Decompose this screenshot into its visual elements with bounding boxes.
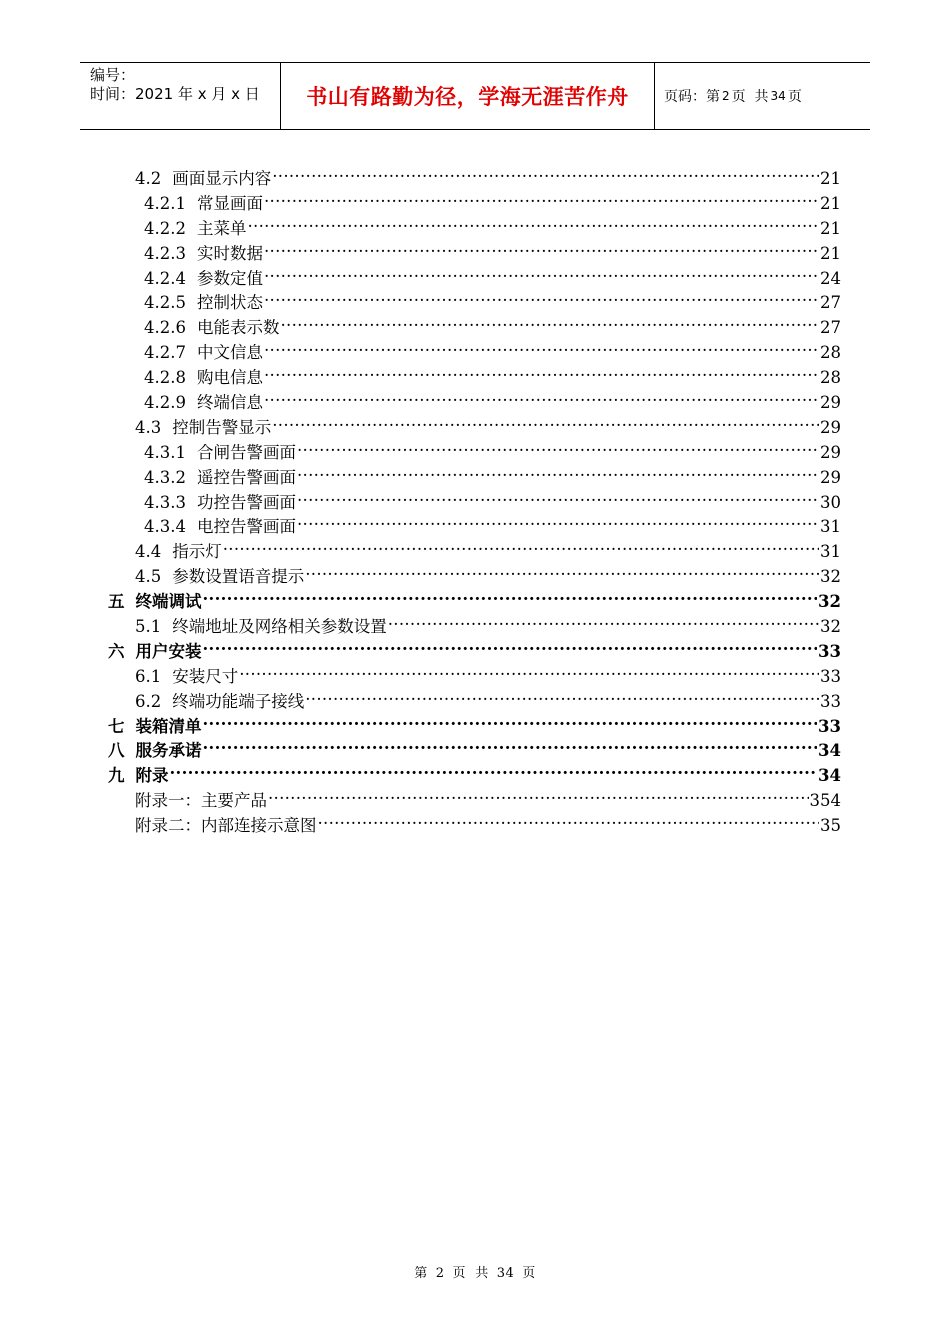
toc-entry-number: 八 — [108, 741, 125, 761]
toc-dot-leader — [203, 583, 818, 607]
toc-entry-title: 安装尺寸 — [172, 666, 239, 686]
toc-entry-page-number: 32 — [820, 617, 841, 637]
toc-dot-leader — [203, 732, 818, 756]
table-of-contents — [108, 160, 841, 836]
toc-entry-number: 4.3 — [135, 417, 162, 437]
toc-entry-page-number: 29 — [820, 417, 841, 437]
toc-entry-title: 中文信息 — [196, 343, 263, 363]
toc-entry-page-number: 29 — [820, 393, 841, 413]
toc-dot-leader — [305, 558, 819, 582]
toc-entry-number: 五 — [108, 592, 125, 612]
toc-entry-title: 电能表示数 — [196, 318, 280, 338]
toc-entry-page-number: 34 — [818, 741, 841, 761]
header-page-current: 2 — [722, 89, 730, 103]
toc-entry[interactable] — [108, 782, 841, 811]
toc-entry-title: 常显画面 — [196, 193, 263, 213]
toc-dot-leader — [264, 235, 819, 259]
toc-entry[interactable] — [108, 583, 841, 612]
page-header — [80, 62, 870, 130]
toc-dot-leader — [297, 459, 819, 483]
toc-dot-leader — [264, 334, 819, 358]
toc-entry-number: 九 — [108, 766, 125, 786]
toc-dot-leader — [264, 284, 819, 308]
toc-entry-number: 4.3.2 — [144, 467, 186, 487]
toc-dot-leader — [297, 484, 819, 508]
toc-entry-number: 6.2 — [135, 691, 162, 711]
toc-entry-page-number: 32 — [820, 567, 841, 587]
toc-entry-number: 4.2.6 — [144, 318, 186, 338]
toc-entry-page-number: 35 — [820, 816, 841, 836]
header-page-mid: 页 共 — [731, 89, 769, 105]
toc-entry-page-number: 28 — [820, 343, 841, 363]
document-code-label: 编号： — [90, 66, 136, 84]
toc-dot-leader — [264, 359, 819, 383]
toc-dot-leader — [272, 409, 819, 433]
toc-dot-leader — [388, 608, 819, 632]
toc-entry-number: 4.2.2 — [144, 218, 186, 238]
toc-entry-number: 4.5 — [135, 567, 162, 587]
toc-entry-number: 4.3.3 — [144, 492, 186, 512]
toc-dot-leader — [318, 807, 820, 831]
toc-entry[interactable] — [108, 757, 841, 786]
toc-entry-title: 服务承诺 — [135, 741, 202, 761]
toc-entry-title: 实时数据 — [196, 243, 263, 263]
toc-entry-number: 4.2.3 — [144, 243, 186, 263]
toc-entry-number: 4.2.8 — [144, 368, 186, 388]
toc-entry-title: 附录二：内部连接示意图 — [135, 816, 317, 836]
toc-entry-page-number: 33 — [818, 716, 841, 736]
toc-entry-number: 4.2.9 — [144, 393, 186, 413]
toc-dot-leader — [280, 309, 819, 333]
toc-dot-leader — [247, 210, 819, 234]
toc-entry-page-number: 33 — [818, 641, 841, 661]
toc-entry-page-number: 28 — [820, 368, 841, 388]
toc-entry-title: 装箱清单 — [135, 716, 202, 736]
toc-entry[interactable] — [108, 732, 841, 761]
toc-entry-title: 主菜单 — [196, 218, 247, 238]
toc-entry-number: 5.1 — [135, 617, 162, 637]
toc-entry-page-number: 29 — [820, 467, 841, 487]
header-meta-cell — [80, 63, 281, 129]
toc-entry-page-number: 24 — [820, 268, 841, 288]
toc-dot-leader — [264, 260, 819, 284]
toc-dot-leader — [223, 533, 819, 557]
toc-entry[interactable] — [108, 160, 841, 188]
toc-dot-leader — [170, 757, 818, 781]
footer-page-suffix: 页 — [522, 1266, 536, 1281]
toc-entry-number: 4.4 — [135, 542, 162, 562]
toc-entry-number: 4.2.4 — [144, 268, 186, 288]
toc-entry[interactable] — [108, 658, 841, 686]
toc-entry-number: 6.1 — [135, 666, 162, 686]
header-motto-cell — [281, 63, 655, 129]
toc-dot-leader — [203, 708, 818, 732]
toc-entry-page-number: 27 — [820, 293, 841, 313]
header-page-prefix: 页码：第 — [664, 89, 720, 105]
toc-entry-page-number: 29 — [820, 442, 841, 462]
toc-entry[interactable] — [108, 708, 841, 736]
toc-entry-page-number: 21 — [820, 218, 841, 238]
toc-entry-title: 指示灯 — [172, 542, 222, 562]
toc-entry-title: 终端调试 — [135, 592, 202, 612]
page-footer — [0, 1262, 950, 1281]
toc-entry-page-number: 31 — [820, 517, 841, 537]
toc-entry-page-number: 33 — [820, 666, 841, 686]
toc-entry-title: 终端信息 — [196, 393, 263, 413]
footer-page-total: 34 — [496, 1266, 515, 1281]
toc-entry-page-number: 31 — [820, 542, 841, 562]
toc-dot-leader — [203, 633, 818, 657]
toc-entry-page-number: 34 — [818, 766, 841, 786]
toc-entry-number: 4.2.7 — [144, 343, 186, 363]
toc-entry[interactable] — [108, 608, 841, 637]
footer-page-current: 2 — [435, 1266, 445, 1281]
toc-entry-number: 六 — [108, 641, 125, 661]
toc-dot-leader — [272, 160, 819, 184]
toc-entry-title: 附录 — [135, 766, 169, 786]
header-motto: 书山有路勤为径，学海无涯苦作舟 — [306, 85, 629, 109]
toc-entry-page-number: 354 — [809, 791, 841, 811]
toc-entry-title: 参数定值 — [196, 268, 263, 288]
toc-dot-leader — [268, 782, 809, 806]
toc-dot-leader — [264, 384, 819, 408]
toc-entry-page-number: 30 — [820, 492, 841, 512]
footer-page-prefix: 第 — [414, 1266, 428, 1281]
toc-entry-title: 终端地址及网络相关参数设置 — [172, 617, 387, 637]
toc-entry-number: 4.3.1 — [144, 442, 186, 462]
toc-entry-title: 画面显示内容 — [172, 169, 272, 188]
toc-entry-number: 七 — [108, 716, 125, 736]
toc-entry-title: 用户安装 — [135, 641, 202, 661]
toc-entry-page-number: 27 — [820, 318, 841, 338]
header-page-total: 34 — [770, 89, 786, 103]
toc-entry-title: 遥控告警画面 — [196, 467, 296, 487]
toc-entry-number: 4.2.5 — [144, 293, 186, 313]
toc-entry-title: 控制状态 — [196, 293, 263, 313]
toc-entry-title: 终端功能端子接线 — [172, 691, 305, 711]
toc-dot-leader — [305, 683, 819, 707]
header-page-cell — [655, 63, 870, 129]
toc-dot-leader — [239, 658, 819, 682]
toc-entry-number: 4.2 — [135, 169, 162, 188]
toc-dot-leader — [297, 434, 819, 458]
toc-dot-leader — [297, 508, 819, 532]
toc-entry-page-number: 21 — [820, 193, 841, 213]
toc-entry-title: 购电信息 — [196, 368, 263, 388]
toc-entry-title: 功控告警画面 — [196, 492, 296, 512]
toc-entry-page-number: 21 — [820, 243, 841, 263]
toc-entry-page-number: 32 — [818, 592, 841, 612]
toc-entry-title: 电控告警画面 — [196, 517, 296, 537]
header-page-suffix: 页 — [787, 89, 802, 105]
toc-entry-page-number: 21 — [820, 169, 841, 188]
toc-entry-number: 4.3.4 — [144, 517, 186, 537]
toc-entry-number: 4.2.1 — [144, 193, 186, 213]
toc-entry-title: 附录一：主要产品 — [135, 791, 267, 811]
document-time-label: 时间：2021 年 x 月 x 日 — [90, 85, 260, 103]
toc-dot-leader — [264, 185, 819, 209]
toc-entry[interactable] — [108, 633, 841, 661]
toc-entry-page-number: 33 — [820, 691, 841, 711]
footer-page-mid: 页 共 — [452, 1266, 489, 1281]
toc-entry-title: 控制告警显示 — [172, 417, 272, 437]
toc-entry-title: 合闸告警画面 — [196, 442, 296, 462]
toc-entry-title: 参数设置语音提示 — [172, 567, 305, 587]
